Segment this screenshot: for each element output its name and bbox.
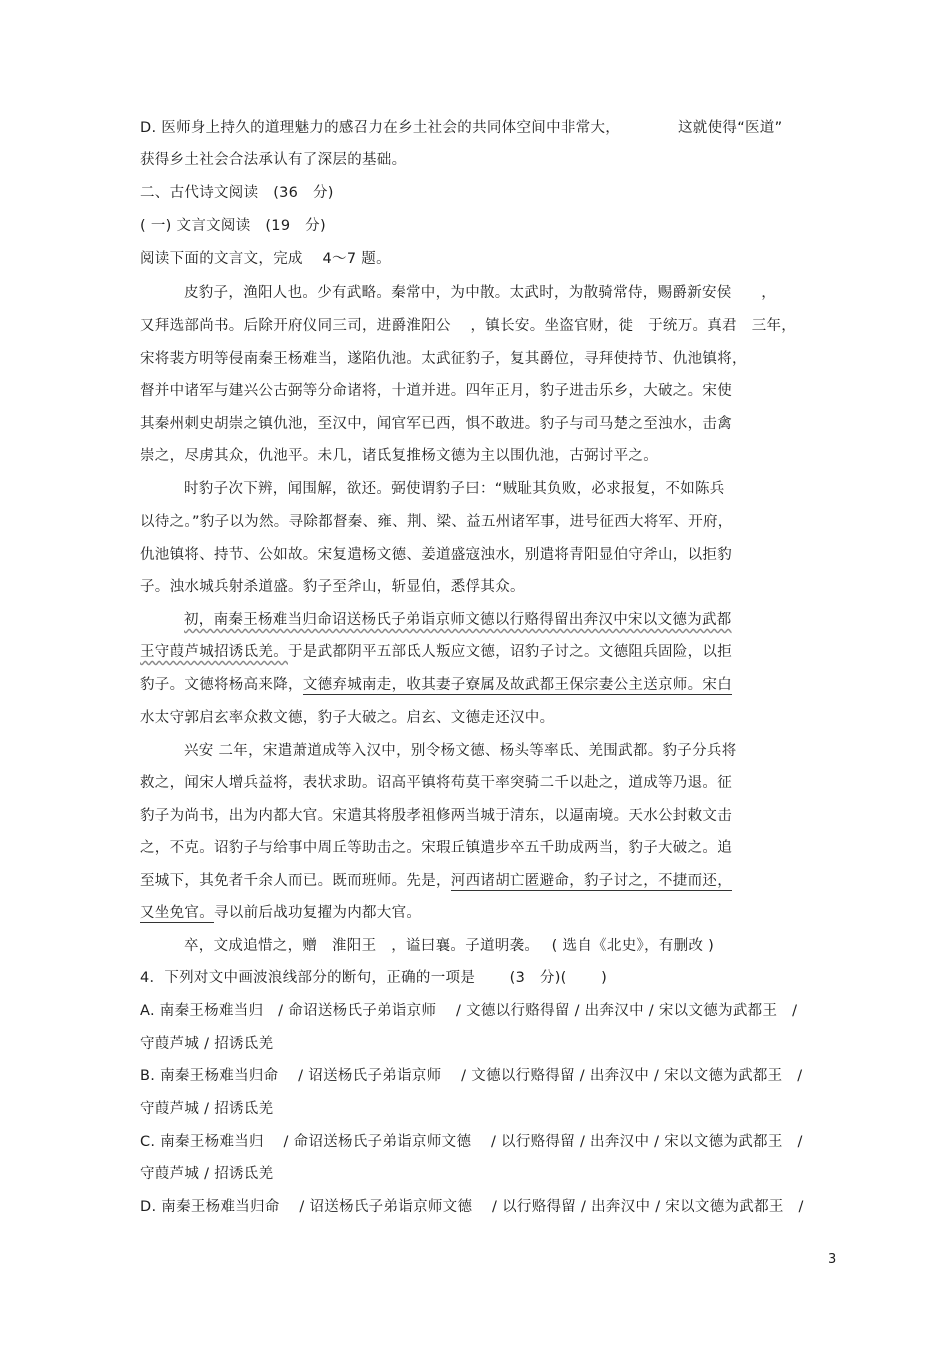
question-4: 4．下列对文中画波浪线部分的断句，正确的一项是 (3 分)( ) xyxy=(140,970,608,986)
passage-p1-line: 皮豹子，渔阳人也。少有武略。秦常中，为中散。太武时，为散骑常侍，赐爵新安侯 ， xyxy=(184,285,776,301)
option-b: B. 南秦王杨难当归命 / 诏送杨氏子弟诣京师 / 文德以行赂得留 / 出奔汉中 / 宋以文德为武都王 / xyxy=(140,1068,803,1084)
passage-p1-line: 督并中诸军与建兴公古弼等分命诸将，十道并进。四年正月，豹子进击乐乡，大破之。宋使 xyxy=(140,383,732,399)
passage-p1-line: 宋将裴方明等侵南秦王杨难当，遂陷仇池。太武征豹子，复其爵位，寻拜使持节、仇池镇将， xyxy=(140,351,747,367)
passage-p3-line: 王守葭芦城招诱氐羌。于是武都阴平五部氐人叛应文德，诏豹子讨之。文德阻兵固险，以拒 xyxy=(140,644,732,660)
passage-p4-line: 豹子为尚书，出为内都大官。宋遣其将殷孝祖修两当城于清东，以逼南境。天水公封敕文击 xyxy=(140,808,732,824)
subsection-heading: ( 一) 文言文阅读 (19 分) xyxy=(140,218,326,234)
option-b-continued: 守葭芦城 / 招诱氐羌 xyxy=(140,1101,274,1117)
option-a: A. 南秦王杨难当归 / 命诏送杨氏子弟诣京师 / 文德以行赂得留 / 出奔汉中 / 宋以文德为武都王 / xyxy=(140,1003,798,1019)
passage-p3-line xyxy=(184,610,732,630)
option-a-continued: 守葭芦城 / 招诱氐羌 xyxy=(140,1036,274,1052)
wavy-underlined-text: 初，南秦王杨难当归命诏送杨氏子弟诣京师文德以行赂得留出奔汉中宋以文德为武都 xyxy=(184,612,732,628)
passage-p2-line: 以待之。”豹子以为然。寻除都督秦、雍、荆、梁、益五州诸军事，进号征西大将军、开府， xyxy=(140,514,733,530)
passage-p1-line: 又拜选部尚书。后除开府仪同三司，进爵淮阳公 ，镇长安。坐盗官财，徙 于统万。真君 三年， xyxy=(140,318,797,334)
passage-p4-line: 兴安 二年，宋遣萧道成等入汉中，别令杨文德、杨头等率氐、羌围武都。豹子分兵将 xyxy=(184,743,737,759)
passage-p3-line: 水太守郭启玄率众救文德，豹子大破之。启玄、文德走还汉中。 xyxy=(140,710,555,726)
option-d-line-end: 这就使得“医道” xyxy=(678,120,783,136)
passage-p4-line: 至城下，其免者千余人而已。既而班师。先是，河西诸胡亡匿避命，豹子讨之，不捷而还， xyxy=(140,873,733,889)
passage-p4-line: 救之，闻宋人增兵益将，表状求助。诏高平镇将苟莫干率突骑二千以赴之，道成等乃退。征 xyxy=(140,775,732,791)
underlined-text: 又坐免官。 xyxy=(140,905,214,921)
option-c: C. 南秦王杨难当归 / 命诏送杨氏子弟诣京师文德 / 以行赂得留 / 出奔汉中 / 宋以文德为武都王 / xyxy=(140,1134,803,1150)
underlined-text: 文德弃城南走，收其妻子寮属及故武都王保宗妻公主送京师。宋白 xyxy=(302,677,733,693)
option-d: D. 南秦王杨难当归命 / 诏送杨氏子弟诣京师文德 / 以行赂得留 / 出奔汉中 / 宋以文德为武都王 / xyxy=(140,1199,804,1215)
passage-p2-line: 仇池镇将、持节、公如故。宋复遣杨文德、姜道盛寇浊水，别遣将青阳显伯守斧山，以拒豹 xyxy=(140,547,732,563)
passage-p1-line: 崇之，尽虏其众，仇池平。未几，诸氐复推杨文德为主以围仇池，古弼讨平之。 xyxy=(140,448,658,464)
passage-p3-line: 豹子。文德将杨高来降，文德弃城南走，收其妻子寮属及故武都王保宗妻公主送京师。宋白 xyxy=(140,677,733,693)
option-c-continued: 守葭芦城 / 招诱氐羌 xyxy=(140,1166,274,1182)
section-heading: 二、古代诗文阅读 (36 分) xyxy=(140,185,334,201)
passage-p2-line: 子。浊水城兵射杀道盛。豹子至斧山，斩显伯，悉俘其众。 xyxy=(140,579,525,595)
option-d-line: D. 医师身上持久的道理魅力的感召力在乡土社会的共同体空间中非常大， xyxy=(140,120,621,136)
passage-p4-line: 之，不克。诏豹子与给事中周丘等助击之。宋瑕丘镇遣步卒五千助成两当，豹子大破之。追 xyxy=(140,840,732,856)
passage-p1-line: 其秦州刺史胡崇之镇仇池，至汉中，闻官军已西，惧不敢进。豹子与司马楚之至浊水，击禽 xyxy=(140,416,732,432)
passage-p2-line: 时豹子次下辨，闻围解，欲还。弼使谓豹子曰：“贼耻其负败，必求报复，不如陈兵 xyxy=(184,481,725,497)
option-d-continued: 获得乡土社会合法承认有了深层的基础。 xyxy=(140,152,407,168)
underlined-text: 河西诸胡亡匿避命，豹子讨之，不捷而还， xyxy=(450,873,733,889)
instruction: 阅读下面的文言文，完成 4～7 题。 xyxy=(140,251,391,267)
page-number: 3 xyxy=(828,1252,837,1267)
passage-p5-line: 卒，文成追惜之，赠 淮阳王 ，谥曰襄。子道明袭。 ( 选自《北史》，有删改 ) xyxy=(184,938,715,954)
wavy-underlined-text: 王守葭芦城招诱氐羌。 xyxy=(140,644,288,660)
passage-p4-line: 又坐免官。寻以前后战功复擢为内都大官。 xyxy=(140,905,422,921)
